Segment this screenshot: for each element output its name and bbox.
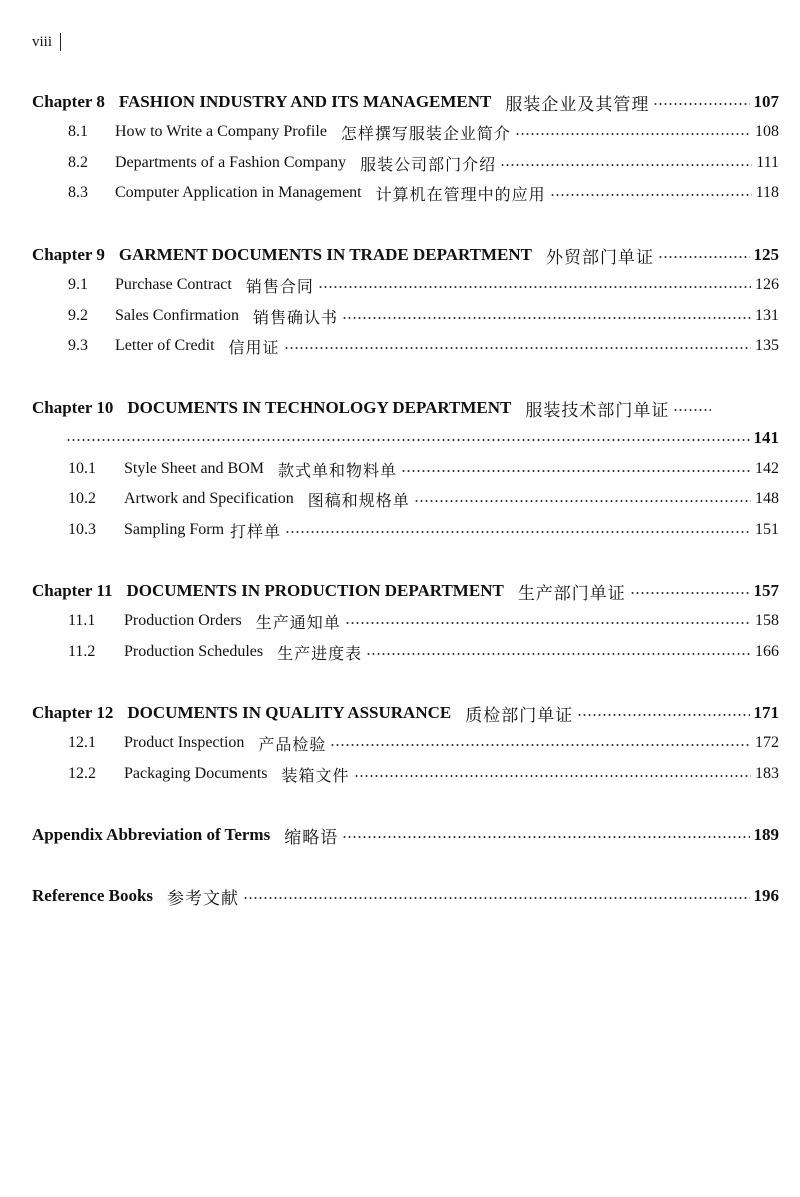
section-title-zh: 款式单和物料单 bbox=[278, 462, 398, 480]
page-number: 166 bbox=[755, 643, 779, 660]
chapter-title-zh: 外贸部门单证 bbox=[546, 247, 654, 267]
chapter-number: Chapter 9 bbox=[32, 245, 105, 264]
toc-references-row[interactable] bbox=[0, 881, 800, 911]
page-number: 171 bbox=[753, 703, 779, 722]
page-number: 107 bbox=[753, 92, 779, 111]
chapter-title: GARMENT DOCUMENTS IN TRADE DEPARTMENT bbox=[118, 245, 532, 264]
chapter-title: DOCUMENTS IN QUALITY ASSURANCE bbox=[127, 703, 452, 722]
leader-dots bbox=[342, 836, 749, 838]
section-number: 11.1 bbox=[68, 612, 96, 629]
leader-dots bbox=[401, 470, 751, 472]
chapter-number: Chapter 12 bbox=[32, 703, 114, 722]
leader-dots bbox=[330, 744, 751, 746]
leader-dots bbox=[414, 500, 751, 502]
section-title: Letter of Credit bbox=[115, 337, 215, 354]
chapter-title-zh: 服装技术部门单证 bbox=[525, 400, 670, 420]
toc-section-row[interactable] bbox=[0, 331, 800, 361]
leader-dots bbox=[284, 347, 751, 349]
toc-section-row[interactable] bbox=[0, 301, 800, 331]
section-title: Computer Application in Management bbox=[115, 184, 362, 201]
toc-section-row[interactable] bbox=[0, 637, 800, 667]
section-number: 12.1 bbox=[68, 734, 96, 751]
page-number: 126 bbox=[755, 276, 779, 293]
page-number: 196 bbox=[753, 886, 779, 905]
leader-dots bbox=[550, 194, 752, 196]
chapter-title: DOCUMENTS IN PRODUCTION DEPARTMENT bbox=[126, 581, 504, 600]
page-number: 151 bbox=[755, 521, 779, 538]
section-number: 11.2 bbox=[68, 643, 96, 660]
page-folio: viii bbox=[32, 33, 61, 51]
page-number: 148 bbox=[755, 490, 779, 507]
leader-dots bbox=[345, 622, 751, 624]
toc-chapter-row[interactable] bbox=[0, 87, 800, 117]
toc-chapter-row[interactable] bbox=[0, 240, 800, 270]
toc-section-row[interactable] bbox=[0, 117, 800, 147]
leader-dots bbox=[366, 653, 751, 655]
page-number: 108 bbox=[755, 123, 779, 140]
section-title-zh: 生产通知单 bbox=[255, 614, 341, 632]
leader-dots bbox=[318, 286, 751, 288]
chapter-title-zh: 质检部门单证 bbox=[465, 705, 574, 725]
page-number: 111 bbox=[756, 154, 779, 171]
section-title-zh: 图稿和规格单 bbox=[307, 492, 410, 510]
section-title: Production Schedules bbox=[124, 643, 264, 660]
leader-dots bbox=[354, 775, 751, 777]
section-number: 12.2 bbox=[68, 765, 96, 782]
leader-dots bbox=[658, 256, 750, 258]
section-title: Product Inspection bbox=[124, 734, 245, 751]
section-title: Sampling Form bbox=[124, 521, 225, 538]
toc-section-row[interactable] bbox=[0, 178, 800, 208]
leader-dots bbox=[285, 531, 751, 533]
chapter-title: DOCUMENTS IN TECHNOLOGY DEPARTMENT bbox=[127, 398, 512, 417]
leader-dots bbox=[653, 103, 749, 105]
chapter-number: Chapter 10 bbox=[32, 398, 114, 417]
leader-dots bbox=[673, 409, 711, 411]
section-number: 8.2 bbox=[68, 154, 88, 171]
page-number: 141 bbox=[753, 428, 779, 447]
section-title-zh: 生产进度表 bbox=[277, 645, 363, 663]
section-title-zh: 销售确认书 bbox=[252, 309, 338, 327]
section-title: Production Orders bbox=[124, 612, 242, 629]
toc-section-row[interactable] bbox=[0, 270, 800, 300]
section-number: 10.3 bbox=[68, 521, 96, 538]
page-number: 131 bbox=[755, 307, 779, 324]
section-title-zh: 销售合同 bbox=[245, 278, 314, 296]
leader-dots bbox=[500, 164, 752, 166]
leader-dots bbox=[630, 592, 750, 594]
section-number: 9.3 bbox=[68, 337, 88, 354]
section-title: Departments of a Fashion Company bbox=[115, 154, 347, 171]
section-number: 9.1 bbox=[68, 276, 88, 293]
leader-dots bbox=[577, 714, 749, 716]
toc-section-row[interactable] bbox=[0, 606, 800, 636]
toc-chapter-continuation-row bbox=[0, 423, 800, 453]
section-title: Purchase Contract bbox=[115, 276, 232, 293]
page-number: 158 bbox=[755, 612, 779, 629]
toc-section-row[interactable] bbox=[0, 515, 800, 545]
page-number: 118 bbox=[755, 184, 779, 201]
section-title: Packaging Documents bbox=[124, 765, 268, 782]
section-title-zh: 装箱文件 bbox=[281, 767, 350, 785]
section-title: Sales Confirmation bbox=[115, 307, 239, 324]
toc-chapter-row[interactable] bbox=[0, 393, 800, 423]
toc-section-row[interactable] bbox=[0, 759, 800, 789]
toc-appendix-row[interactable] bbox=[0, 820, 800, 850]
toc-section-row[interactable] bbox=[0, 454, 800, 484]
toc-chapter-row[interactable] bbox=[0, 698, 800, 728]
page-number: 183 bbox=[755, 765, 779, 782]
appendix-title: Appendix Abbreviation of Terms bbox=[32, 825, 271, 844]
section-number: 10.1 bbox=[68, 460, 96, 477]
section-number: 8.3 bbox=[68, 184, 88, 201]
section-title: Artwork and Specification bbox=[124, 490, 294, 507]
leader-dots bbox=[342, 317, 751, 319]
appendix-title-zh: 缩略语 bbox=[284, 827, 339, 847]
leader-dots bbox=[243, 897, 749, 899]
toc-section-row[interactable] bbox=[0, 484, 800, 514]
toc-section-row[interactable] bbox=[0, 148, 800, 178]
section-title-zh: 服装公司部门介绍 bbox=[360, 156, 497, 174]
leader-dots bbox=[515, 133, 751, 135]
section-title: Style Sheet and BOM bbox=[124, 460, 264, 477]
section-number: 8.1 bbox=[68, 123, 88, 140]
section-number: 9.2 bbox=[68, 307, 88, 324]
page-number: 189 bbox=[753, 825, 779, 844]
chapter-title: FASHION INDUSTRY AND ITS MANAGEMENT bbox=[118, 92, 492, 111]
section-title-zh: 计算机在管理中的应用 bbox=[375, 186, 546, 204]
section-title-zh: 打样单 bbox=[230, 523, 282, 541]
leader-dots bbox=[66, 439, 750, 441]
page-number: 135 bbox=[755, 337, 779, 354]
chapter-number: Chapter 11 bbox=[32, 581, 113, 600]
references-title: Reference Books bbox=[32, 886, 154, 905]
section-title-zh: 怎样撰写服装企业简介 bbox=[340, 125, 511, 143]
page-number: 142 bbox=[755, 460, 779, 477]
page-number: 125 bbox=[753, 245, 779, 264]
section-title: How to Write a Company Profile bbox=[115, 123, 327, 140]
section-title-zh: 信用证 bbox=[228, 339, 280, 357]
references-title-zh: 参考文献 bbox=[167, 888, 240, 908]
toc-section-row[interactable] bbox=[0, 728, 800, 758]
section-title-zh: 产品检验 bbox=[258, 736, 327, 754]
page-number: 157 bbox=[753, 581, 779, 600]
chapter-number: Chapter 8 bbox=[32, 92, 105, 111]
chapter-title-zh: 服装企业及其管理 bbox=[505, 94, 650, 114]
section-number: 10.2 bbox=[68, 490, 96, 507]
toc-chapter-row[interactable] bbox=[0, 576, 800, 606]
chapter-title-zh: 生产部门单证 bbox=[517, 583, 626, 603]
page-number: 172 bbox=[755, 734, 779, 751]
